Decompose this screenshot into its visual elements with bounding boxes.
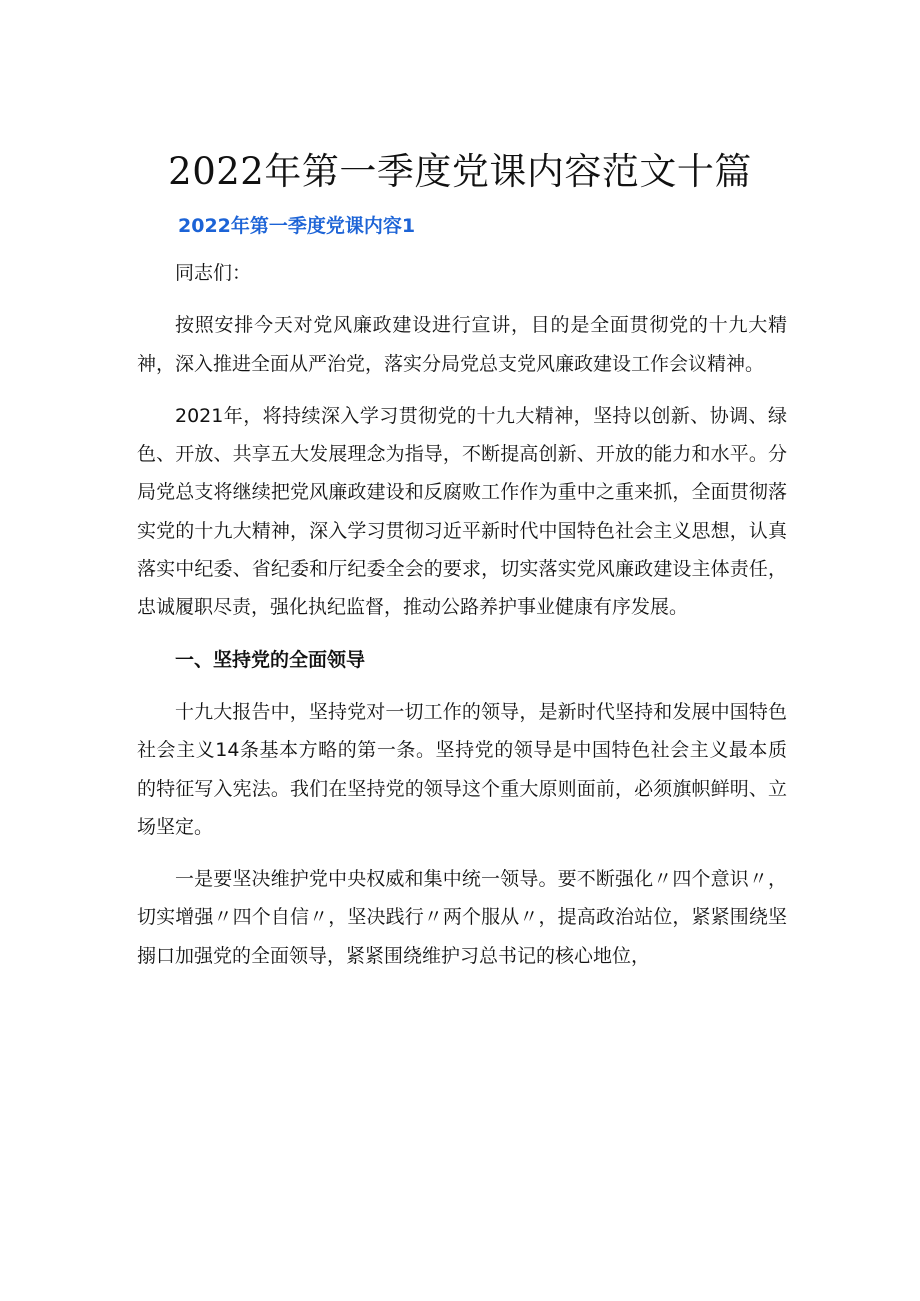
section-heading: 2022年第一季度党课内容1 [178, 215, 416, 237]
paragraph: 按照安排今天对党风廉政建设进行宣讲，目的是全面贯彻党的十九大精神，深入推进全面从严治党，落实分局党总支党风廉政建设工作会议精神。 [137, 314, 787, 375]
paragraph: 一是要坚决维护党中央权威和集中统一领导。要不断强化〃四个意识〃，切实增强〃四个自信〃，坚决践行〃两个服从〃，提高政治站位，紧紧围绕坚搦口加强党的全面领导，紧紧围绕维护习总书记的核心地位， [137, 868, 787, 967]
paragraph: 十九大报告中，坚持党对一切工作的领导，是新时代坚持和发展中国特色社会主义14条基本方略的第一条。坚持党的领导是中国特色社会主义最本质的特征写入宪法。我们在坚持党的领导这个重大原则面前，必须旗帜鲜明、立场坚定。 [137, 700, 787, 838]
paragraph: 2021年，将持续深入学习贯彻党的十九大精神，坚持以创新、协调、绿色、开放、共享五大发展理念为指导，不断提高创新、开放的能力和水平。分局党总支将继续把党风廉政建设和反腐败工作作为重中之重来抓，全面贯彻落实党的十九大精神，深入学习贯彻习近平新时代中国特色社会主义思想，认真落实中纪委、省纪委和厅纪委全会的要求，切实落实党风廉政建设主体责任，忠诚履职尽责，强化执纪监督，推动公路养护事业健康有序发展。 [137, 404, 787, 619]
document-body [137, 254, 787, 989]
document-title: 2022年第一季度党课内容范文十篇 [168, 150, 752, 193]
salutation: 同志们： [175, 262, 252, 284]
subheading: 一、坚持党的全面领导 [175, 648, 366, 671]
